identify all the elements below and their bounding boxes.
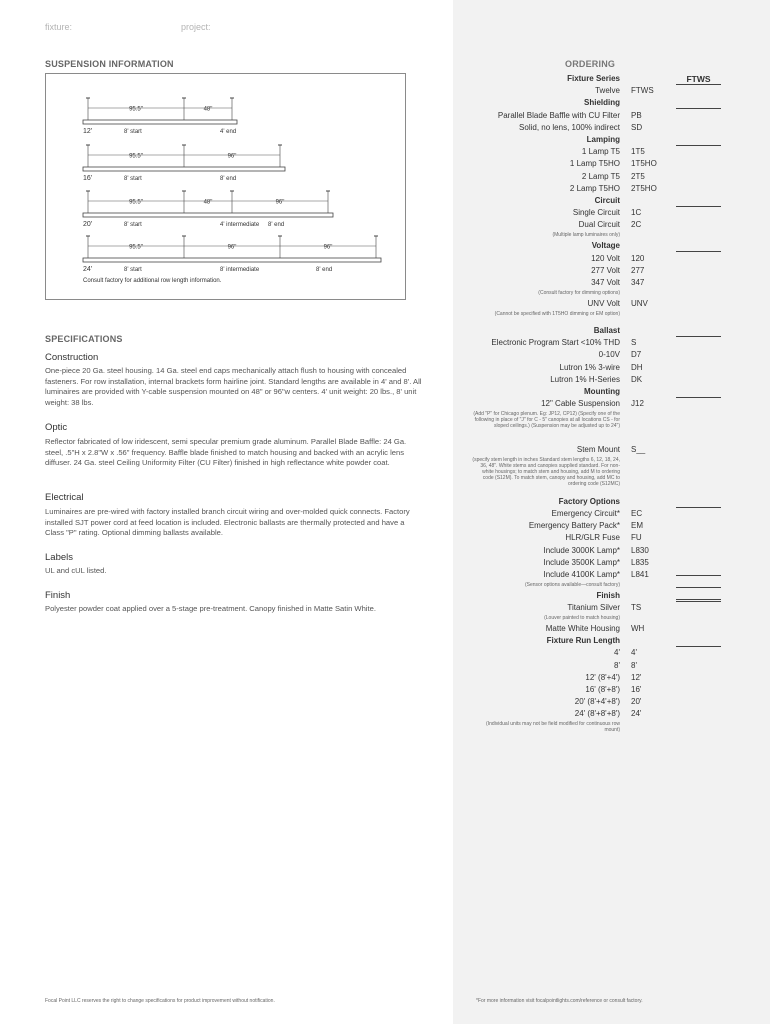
ordering-code: 12' [631, 672, 642, 682]
fixture-housing [83, 213, 333, 217]
ordering-code: 2C [631, 220, 642, 230]
ordering-code: L830 [631, 545, 649, 555]
ordering-option: Include 3000K Lamp* [543, 545, 620, 555]
spec-heading-electrical: Electrical [45, 492, 84, 503]
segment-label: 8' end [220, 176, 237, 182]
ordering-option: 16' (8'+8') [585, 684, 620, 694]
segment-label: 8' end [268, 222, 285, 228]
ordering-code: D7 [631, 350, 642, 360]
spec-heading-finish: Finish [45, 590, 71, 601]
ordering-option: HLR/GLR Fuse [565, 533, 620, 543]
ordering-note: (Consult factory for dimming options) [538, 289, 620, 296]
ordering-option: Stem Mount [576, 444, 620, 454]
ordering-code: PB [631, 110, 642, 120]
ordering-category: Factory Options [558, 496, 620, 506]
fill-in-line[interactable] [676, 587, 721, 588]
fixture-housing [83, 167, 285, 171]
ordering-category: Voltage [591, 241, 620, 251]
ordering-option: Dual Circuit [578, 220, 620, 230]
dimension-label: 95.5" [129, 244, 143, 251]
ordering-option: 1 Lamp T5 [581, 147, 620, 157]
ordering-code: 1T5 [631, 147, 645, 157]
ordering-option: 347 Volt [591, 277, 620, 287]
fill-in-line [676, 84, 721, 85]
ordering-option: Titanium Silver [567, 603, 620, 612]
ordering-code: S__ [631, 444, 646, 454]
ordering-option: 20' (8'+4'+8') [574, 697, 620, 707]
ordering-category: Lamping [586, 135, 620, 144]
ordering-note: (specify stem length in inches Standard stem lengths 6, 12, 18, 24, 36, 48". White stems and canopies supplied standard. For non-white housings; to match stem and housing, add M to ordering code (S12M). To match stem, canopy and housing, add MC to ordering code (S12MC) [472, 456, 620, 488]
ordering-note: (Cannot be specified with 1T5HO dimming or EM option) [494, 310, 620, 317]
ordering-category: Shielding [584, 98, 620, 108]
ordering-category: Ballast [593, 325, 620, 335]
dimension-label: 96" [227, 153, 237, 160]
ordering-option: 12" Cable Suspension [541, 399, 620, 409]
ordering-option: Lutron 1% H-Series [550, 374, 620, 384]
segment-label: 8' start [124, 129, 142, 135]
run-length-label: 12' [83, 128, 93, 135]
ordering-note: (Sensor options available—consult factory) [524, 581, 620, 588]
ordering-option: 0-10V [598, 350, 620, 360]
ordering-code: DH [631, 362, 643, 372]
ordering-option: Include 4100K Lamp* [543, 569, 620, 579]
segment-label: 8' start [124, 222, 142, 228]
segment-label: 8' intermediate [220, 267, 260, 273]
ordering-code: 8' [631, 660, 637, 670]
ordering-code: 347 [631, 277, 645, 287]
ordering-option: Matte White Housing [545, 623, 620, 633]
suspension-note: Consult factory for additional row length information. [83, 278, 222, 284]
spec-heading-labels: Labels [45, 552, 73, 563]
ordering-option: 120 Volt [591, 253, 620, 263]
spec-text-optic: Reflector fabricated of low iridescent, semi specular premium grade aluminum. Parallel Blade Baffle: 24 Ga. steel, .5"H x 2.8"W x .56" frequency. Baffle blade finished to match housing and backed with an acrylic lens diffuser. 24 Ga. steel Ceiling Uniformity Filter (CU Filter) finished in high reflectance white powder coat. [45, 437, 407, 468]
fill-in-line[interactable] [676, 646, 721, 647]
ordering-note: (Multiple lamp luminaires only) [552, 232, 620, 239]
dimension-label: 96" [323, 244, 333, 251]
ordering-option: Twelve [595, 86, 620, 96]
dimension-label: 95.5" [129, 106, 143, 113]
ordering-code: S [631, 338, 637, 348]
ordering-option: 277 Volt [591, 265, 620, 275]
fill-in-line[interactable] [676, 108, 721, 109]
ordering-option: Lutron 1% 3-wire [559, 362, 620, 372]
spec-text-construction: One-piece 20 Ga. steel housing. 14 Ga. steel end caps mechanically attach flush to housing with concealed fasteners. For row installation, internal brackets form hairline joint. Standard lengths are available in 4' and 8'. All luminaires are provided with Y-cable suspension mounted on 48" or 96"w centers. 4' unit weight: 20 lbs., 8' unit weight: 38 lbs. [45, 366, 422, 408]
ordering-option: Single Circuit [572, 208, 620, 218]
segment-label: 8' start [124, 267, 142, 273]
segment-label: 4' intermediate [220, 222, 260, 228]
ordering-category: Mounting [584, 386, 620, 396]
fixture-label: fixture: [45, 22, 73, 32]
spec-heading-construction: Construction [45, 352, 99, 363]
ordering-option: Emergency Battery Pack* [528, 521, 620, 531]
ordering-category: Fixture Run Length [546, 636, 620, 646]
ordering-code: DK [631, 374, 643, 384]
ordering-code: 4' [631, 648, 637, 658]
ordering-code: EM [631, 521, 643, 531]
fill-in-line[interactable] [676, 507, 721, 508]
segment-label: 8' start [124, 176, 142, 182]
suspension-title: SUSPENSION INFORMATION [45, 59, 174, 69]
dimension-label: 95.5" [129, 199, 143, 206]
dimension-label: 48" [203, 106, 213, 113]
spec-text-labels: UL and cUL listed. [45, 566, 107, 575]
spec-text-electrical: Luminaires are pre-wired with factory installed branch circuit wiring and over-molded quick connects. Factory installed SJT power cord at feed location is included. Electronic ballasts are thermally protected and have a Class "P" rating. Optional dimming ballasts available. [45, 507, 410, 538]
fixture-housing [83, 120, 237, 124]
footer-disclaimer: Focal Point LLC reserves the right to change specifications for product improvement without notification. [45, 998, 275, 1004]
segment-label: 8' end [316, 267, 333, 273]
ordering-category: Finish [596, 590, 620, 600]
suspension-drawings [46, 74, 407, 301]
fill-in-line[interactable] [676, 397, 721, 398]
ordering-option: UNV Volt [587, 298, 620, 308]
ordering-code: 2T5HO [631, 183, 657, 193]
ordering-option: Include 3500K Lamp* [543, 557, 620, 567]
ordering-code: 120 [631, 253, 645, 263]
ordering-title: ORDERING [565, 59, 616, 69]
ordering-code: 1T5HO [631, 159, 657, 169]
fill-in-line[interactable] [676, 251, 721, 252]
ordering-code: L841 [631, 569, 649, 579]
ordering-code: 16' [631, 684, 642, 694]
ordering-code: 277 [631, 265, 645, 275]
ordering-option: 24' (8'+8'+8') [574, 709, 620, 719]
dimension-label: 96" [275, 199, 285, 206]
fill-in-line[interactable] [676, 599, 721, 600]
spec-text-finish: Polyester powder coat applied over a 5-stage pre-treatment. Canopy finished in Matte Satin White. [45, 604, 376, 613]
ordering-option: 2 Lamp T5HO [569, 183, 620, 193]
ordering-option: Solid, no lens, 100% indirect [519, 122, 620, 132]
run-length-label: 24' [83, 266, 93, 273]
ordering-code: 24' [631, 709, 642, 719]
fill-in-line[interactable] [676, 206, 721, 207]
ordering-note: (Individual units may not be field modified for continuous row mount) [486, 721, 620, 734]
dimension-label: 95.5" [129, 153, 143, 160]
dimension-label: 96" [227, 244, 237, 251]
footer-reference: *For more information visit focalpointlights.com/reference or consult factory. [476, 998, 643, 1004]
run-length-label: 20' [83, 221, 93, 228]
ordering-code: TS [631, 603, 642, 612]
ordering-option: 2 Lamp T5 [581, 171, 620, 181]
ordering-code: SD [631, 122, 643, 132]
ordering-option: 1 Lamp T5HO [569, 159, 620, 169]
fill-in-line[interactable] [676, 575, 721, 576]
ordering-code: J12 [631, 399, 644, 409]
ordering-note: (Add "P" for Chicago plenum. Eg: JP12, CP12) (Specify one of the following in place of "J" for C - 5" canopies at all locations CS - for sloped ceilings.) (Suspension may be adjusted up to 24") [473, 410, 620, 430]
ordering-option: Electronic Program Start <10% THD [491, 338, 620, 348]
ordering-code: 20' [631, 697, 642, 707]
ordering-code: UNV [631, 298, 648, 308]
ordering-code: FTWS [631, 86, 654, 96]
ordering-code: 1C [631, 208, 642, 218]
specifications-title: SPECIFICATIONS [45, 334, 123, 344]
project-label: project: [181, 22, 211, 32]
fill-in-line[interactable] [676, 145, 721, 146]
ordering-code: 2T5 [631, 171, 645, 181]
ftws-code: FTWS [686, 74, 711, 84]
run-length-label: 16' [83, 175, 93, 182]
ordering-code: L835 [631, 557, 649, 567]
ordering-code: FU [631, 533, 642, 543]
ordering-option: 4' [614, 648, 620, 658]
dimension-label: 48" [203, 199, 213, 206]
ordering-category: Fixture Series [567, 74, 620, 83]
ordering-option: Emergency Circuit* [551, 508, 620, 518]
ordering-category: Circuit [594, 196, 620, 205]
fill-in-line[interactable] [676, 601, 721, 602]
ordering-code: WH [631, 623, 645, 633]
fill-in-line[interactable] [676, 336, 721, 337]
fixture-housing [83, 258, 381, 262]
ordering-option: 12' (8'+4') [585, 672, 620, 682]
ordering-option: 8' [614, 660, 620, 670]
suspension-diagram [45, 73, 406, 300]
segment-label: 4' end [220, 129, 237, 135]
ordering-option: Parallel Blade Baffle with CU Filter [497, 110, 620, 120]
ordering-note: (Louver painted to match housing) [544, 614, 620, 621]
ordering-code: EC [631, 508, 643, 518]
spec-heading-optic: Optic [45, 422, 68, 433]
